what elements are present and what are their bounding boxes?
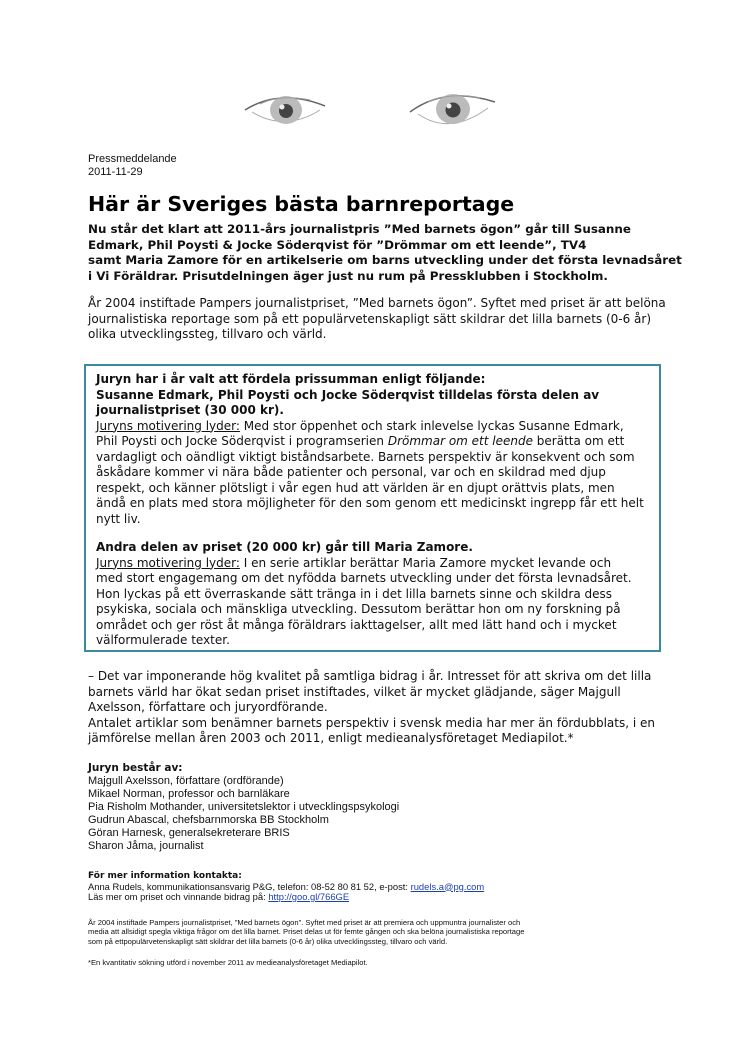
jury-decision-box [84,364,661,652]
motivation-2-first-line: Juryns motivering lyder: I en serie artiklar berättar Maria Zamore mycket levande och [96,555,612,570]
jury-member: Pia Risholm Mothander, universitetslektor i utvecklingspsykologi [88,801,400,813]
program-title: Drömmar om ett leende [387,434,533,448]
jury-member: Göran Harnesk, generalsekreterare BRIS [88,827,290,839]
motivation-label: Juryns motivering lyder: [96,555,240,570]
document-label: Pressmeddelande [88,153,177,165]
contact-block [88,871,484,903]
intro-paragraph [88,296,678,343]
left-eye-icon [245,96,325,124]
document-date: 2011-11-29 [88,166,143,178]
motivation-2-line: Hon lyckas på ett överraskande sätt tränga in i det lilla barnets sinne och skildra dess [96,586,613,601]
intro-line: År 2004 instiftade Pampers journalistpriset, ”Med barnets ögon”. Syftet med priset är att belöna [88,296,666,310]
jury-member: Gudrun Abascal, chefsbarnmorska BB Stockholm [88,814,329,826]
box-heading-line: Juryn har i år valt att fördela prissumman enligt följande: [96,372,486,386]
quote-line: jämförelse mellan åren 2003 och 2011, enligt medieanalysföretaget Mediapilot.* [88,731,574,745]
motivation-1-line: ändå en plats med stora möjligheter för den som genom ett medicinskt ingrepp får ett helt [96,496,644,510]
lede-line: Edmark, Phil Poysti & Jocke Söderqvist för ”Drömmar om ett leende”, TV4 [88,237,587,252]
box-heading-line: Susanne Edmark, Phil Poysti och Jocke Söderqvist tilldelas första delen av [96,387,600,402]
motivation-1-line: vardagligt och oändligt viktigt biståndsarbete. Barnets perspektiv är konsekvent och som [96,449,635,464]
lede-line: i Vi Föräldrar. Prisutdelningen äger just nu rum på Pressklubben i Stockholm. [88,268,608,283]
motivation-1-line: respekt, och känner plötsligt i vår egen hud att världen är en djupt orättvis plats, men [96,480,615,495]
second-prize-heading: Andra delen av priset (20 000 kr) går till Maria Zamore. [96,540,473,554]
motivation-2-line: psykiska, sociala och mänskliga utveckling. Dessutom berättar hon om ny forskning på [96,602,621,616]
source-footnote: *En kvantitativ sökning utförd i november 2011 av medieanalysföretaget Mediapilot. [88,958,368,967]
website-link[interactable]: http://goo.gl/766GE [268,891,350,902]
quote-line: Axelsson, författare och juryordförande. [88,700,328,714]
intro-line: journalistiska reportage som på ett populärvetenskapligt sätt skildrar det lilla barnets (0-6 år) [88,311,652,326]
motivation-2-line: välformulerade texter. [96,633,230,647]
box-heading-line: journalistpriset (30 000 kr). [96,403,284,417]
intro-line: olika utvecklingssteg, tillvaro och värld. [88,327,327,341]
lede-paragraph [88,222,682,284]
jury-member: Majgull Axelsson, författare (ordförande) [88,775,284,787]
motivation-1-line: Phil Poysti och Jocke Söderqvist i programserien Drömmar om ett leende berätta om ett [96,434,625,448]
motivation-label: Juryns motivering lyder: [96,418,240,433]
quote-paragraph [88,669,678,747]
motivation-1-line: nytt liv. [96,511,141,526]
quote-line: barnets värld har ökat sedan priset instiftades, vilket är mycket glädjande, säger Majgull [88,684,621,699]
lede-line: samt Maria Zamore för en artikelserie om barns utveckling under det första levnadsåret [88,253,682,267]
quote-line: – Det var imponerande hög kvalitet på samtliga bidrag i år. Intresset för att skriva om det lilla [88,669,652,683]
motivation-2-line: området och ger röst åt många föräldrars iakttagelser, allt med lätt hand och i mycket [96,617,617,632]
jury-member: Sharon Jåma, journalist [88,840,204,852]
contact-heading: För mer information kontakta: [88,871,242,881]
jury-list [88,762,399,853]
motivation-2-line: med stort engagemang om det nyfödda barnets utveckling under det första levnadsåret. [96,571,632,585]
lede-line: Nu står det klart att 2011-års journalistpris ”Med barnets ögon” går till Susanne [88,222,631,236]
email-link[interactable]: rudels.a@pg.com [410,880,485,892]
right-eye-icon [410,94,495,124]
contact-line: Läs mer om priset och vinnande bidrag på: http://goo.gl/766GE [88,891,350,902]
motivation-1-line: åskådare kommer vi nära både patienter och personal, var och en skildrad med djup [96,465,606,479]
quote-line: Antalet artiklar som benämner barnets perspektiv i svensk media har mer än fördubblats, i en [88,715,655,730]
jury-member: Mikael Norman, professor och barnläkare [88,788,290,800]
motivation-1-first-line: Juryns motivering lyder: Med stor öppenhet och stark inlevelse lyckas Susanne Edmark, [96,418,624,433]
jury-heading: Juryn består av: [88,762,183,774]
about-footnote: År 2004 instiftade Pampers journalistpriset, ”Med barnets ögon”. Syftet med priset är att premiera och uppmuntra journalister och media att allsidigt spegla viktiga frågor om det lilla barnet. Priset delas ut för femte gången och ska belöna journalistiska reportage som på ettpopulärvetenskapligt sätt skildrar det lilla barnets (0-6 år) olika utvecklingssteg, tillvaro och värld. [88,918,525,946]
contact-line: Anna Rudels, kommunikationsansvarig P&G, telefon: 08-52 80 81 52, e-post: rudels.a@pg.com [88,880,485,892]
eyes-logo [240,88,520,138]
page-title: Här är Sveriges bästa barnreportage [88,192,515,216]
